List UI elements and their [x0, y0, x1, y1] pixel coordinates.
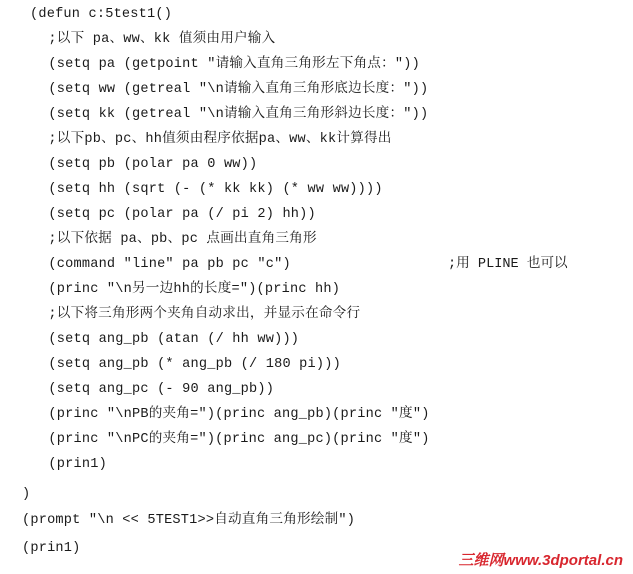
code-line-11: (command "line" pa pb pc "c"): [15, 257, 291, 272]
code-line-17: (princ "\nPB的夹角=")(princ ang_pb)(princ "度"): [15, 407, 430, 422]
code-line-21: (prompt "\n << 5TEST1>>自动直角三角形绘制"): [22, 513, 356, 528]
code-line-15: (setq ang_pb (* ang_pb (/ 180 pi))): [15, 357, 341, 372]
code-line-13: ;以下将三角形两个夹角自动求出，并显示在命令行: [15, 307, 361, 322]
code-line-12: (princ "\n另一边hh的长度=")(princ hh): [15, 282, 341, 297]
watermark-brand: 三维网: [458, 552, 504, 569]
code-line-5: (setq kk (getreal "\n请输入直角三角形斜边长度：")): [15, 107, 429, 122]
code-line-19: (prin1): [15, 457, 107, 472]
code-line-7: (setq pb (polar pa 0 ww)): [15, 157, 258, 172]
code-line-6: ;以下pb、pc、hh值须由程序依据pa、ww、kk计算得出: [15, 132, 392, 147]
code-line-1: (defun c:5test1(): [30, 7, 173, 22]
code-line-9: (setq pc (polar pa (/ pi 2) hh)): [15, 207, 316, 222]
site-watermark: [459, 552, 623, 570]
code-line-3: (setq pa (getpoint "请输入直角三角形左下角点：")): [15, 57, 420, 72]
code-line-10: ;以下依据 pa、pb、pc 点画出直角三角形: [15, 232, 317, 247]
watermark-url: www.3dportal.cn: [503, 552, 623, 569]
code-line-4: (setq ww (getreal "\n请输入直角三角形底边长度：")): [15, 82, 429, 97]
inline-comment: ;用 PLINE 也可以: [448, 257, 568, 272]
code-line-22: (prin1): [22, 541, 81, 556]
code-line-14: (setq ang_pb (atan (/ hh ww))): [15, 332, 300, 347]
code-line-20: ): [22, 487, 31, 502]
code-line-16: (setq ang_pc (- 90 ang_pb)): [15, 382, 275, 397]
code-line-2: ;以下 pa、ww、kk 值须由用户输入: [15, 32, 276, 47]
code-line-18: (princ "\nPC的夹角=")(princ ang_pc)(princ "度"): [15, 432, 430, 447]
code-line-8: (setq hh (sqrt (- (* kk kk) (* ww ww)))): [15, 182, 383, 197]
